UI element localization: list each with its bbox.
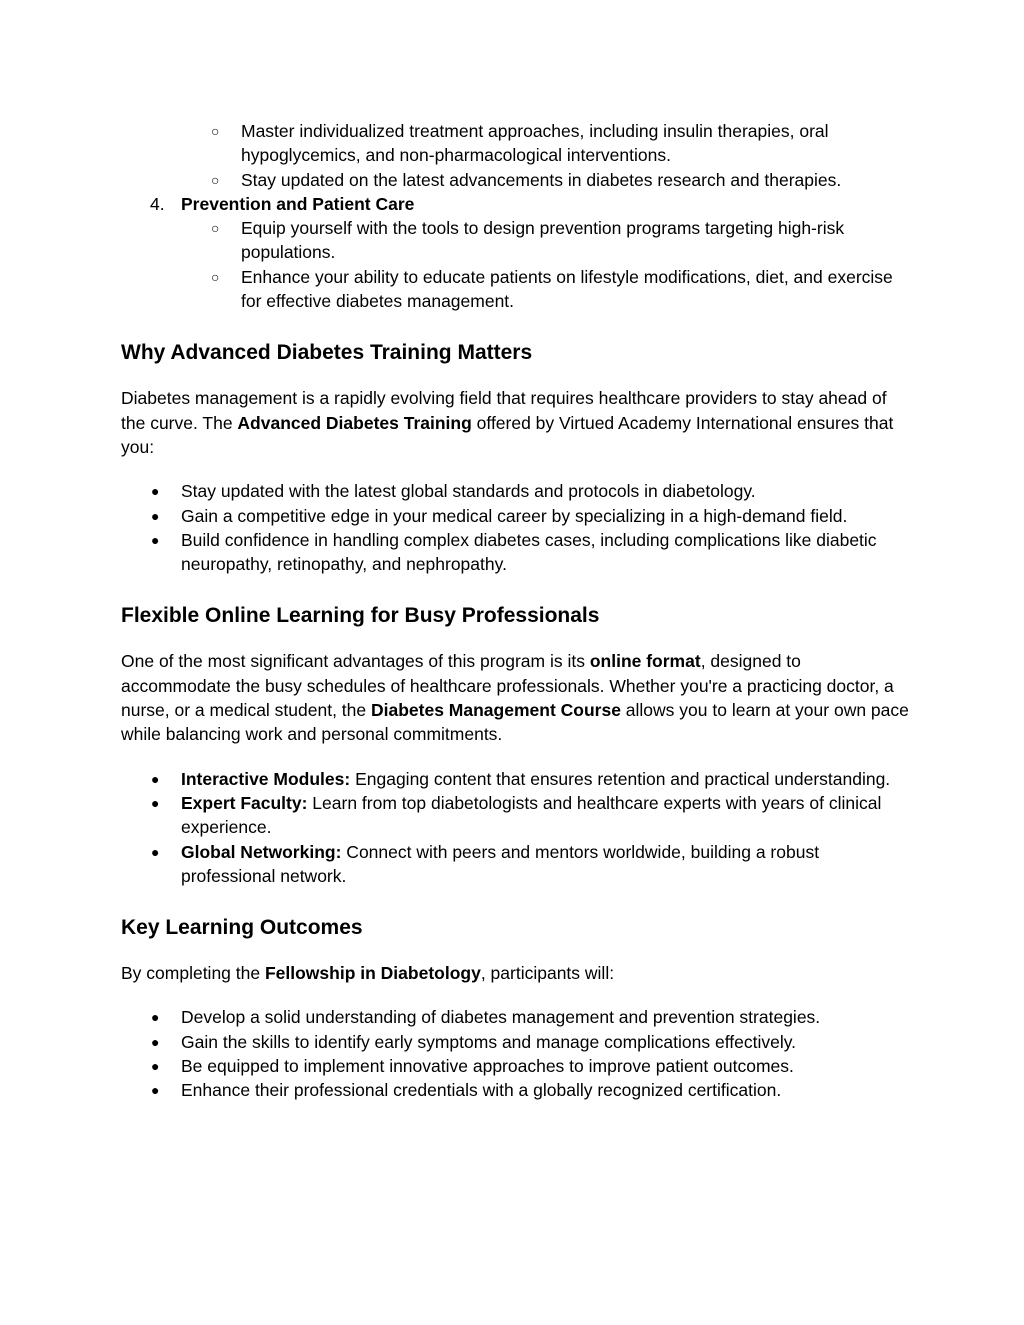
list-item-text: Master individualized treatment approaches, including insulin therapies, oral hypoglycemics, and non-pharmacological interventions. bbox=[241, 121, 829, 166]
list-item-text: Enhance their professional credentials with a globally recognized certification. bbox=[181, 1080, 782, 1101]
section-paragraph bbox=[121, 961, 911, 985]
hollow-bullet-icon: ○ bbox=[211, 123, 220, 139]
list-item bbox=[121, 767, 911, 791]
list-item-label: Interactive Modules: bbox=[181, 768, 351, 789]
paragraph-text: , participants will: bbox=[480, 963, 615, 984]
bullet-icon: ● bbox=[151, 1009, 160, 1026]
section-heading-why: Why Advanced Diabetes Training Matters bbox=[121, 341, 533, 365]
section-heading-flexible: Flexible Online Learning for Busy Professionals bbox=[121, 604, 600, 628]
list-item-text: Stay updated on the latest advancements in diabetes research and therapies. bbox=[241, 169, 842, 190]
paragraph-bold-text: Advanced Diabetes Training bbox=[237, 412, 472, 433]
bullet-icon: ● bbox=[151, 843, 160, 860]
section-heading-outcomes: Key Learning Outcomes bbox=[121, 916, 363, 940]
sub-list-b bbox=[121, 216, 911, 313]
list-item bbox=[121, 528, 911, 577]
bullet-icon: ● bbox=[151, 1058, 160, 1075]
bullet-list-why bbox=[121, 479, 911, 576]
list-item bbox=[121, 479, 911, 503]
list-item bbox=[121, 216, 911, 265]
hollow-bullet-icon: ○ bbox=[211, 220, 220, 237]
section-paragraph bbox=[121, 386, 911, 459]
paragraph-text: , designed to accommodate the busy schedules of healthcare professionals. Whether you're a practicing doctor, a nurse, or a medical student, the bbox=[121, 651, 894, 721]
paragraph-text: One of the most significant advantages of this program is its bbox=[121, 651, 590, 672]
bullet-icon: ● bbox=[151, 794, 160, 811]
bullet-icon: ● bbox=[151, 1033, 160, 1050]
list-item bbox=[121, 791, 911, 840]
paragraph-text: allows you to learn at your own pace while balancing work and personal commitments. bbox=[121, 700, 909, 745]
list-item bbox=[121, 168, 911, 192]
list-item-text: Develop a solid understanding of diabetes management and prevention strategies. bbox=[181, 1007, 821, 1028]
list-item bbox=[121, 119, 911, 168]
list-item bbox=[121, 1030, 911, 1054]
paragraph-bold-text: Fellowship in Diabetology bbox=[264, 963, 481, 984]
paragraph-bold-text: Diabetes Management Course bbox=[371, 700, 621, 721]
list-item-text: Learn from top diabetologists and healthcare experts with years of clinical experience. bbox=[181, 792, 882, 838]
numbered-item bbox=[121, 192, 911, 216]
bullet-icon: ● bbox=[151, 507, 160, 524]
list-item bbox=[121, 1054, 911, 1078]
hollow-bullet-icon: ○ bbox=[211, 171, 220, 188]
list-item-text: Engaging content that ensures retention and practical understanding. bbox=[350, 768, 891, 789]
list-item-text: Be equipped to implement innovative approaches to improve patient outcomes. bbox=[181, 1056, 794, 1077]
sub-list-a bbox=[121, 119, 911, 192]
list-item-text: Equip yourself with the tools to design prevention programs targeting high-risk populations. bbox=[241, 218, 845, 263]
paragraph-text: By completing the bbox=[121, 963, 265, 984]
list-item bbox=[121, 1078, 911, 1102]
paragraph-text: offered by Virtued Academy International ensures that you: bbox=[121, 412, 894, 457]
list-item-text: Build confidence in handling complex diabetes cases, including complications like diabetic neuropathy, retinopathy, and nephropathy. bbox=[181, 529, 877, 575]
section-paragraph bbox=[121, 649, 911, 746]
list-number: 4. bbox=[150, 193, 165, 214]
paragraph-bold-text: online format bbox=[589, 651, 701, 672]
list-item-text: Enhance your ability to educate patients on lifestyle modifications, diet, and exercise for effective diabetes management. bbox=[241, 266, 893, 312]
bullet-icon: ● bbox=[151, 531, 160, 548]
list-item-label: Expert Faculty: bbox=[181, 792, 308, 813]
list-item bbox=[121, 265, 911, 314]
bullet-icon: ● bbox=[151, 770, 160, 787]
paragraph-text: Diabetes management is a rapidly evolving field that requires healthcare providers to stay ahead of the curve. The bbox=[121, 388, 887, 433]
list-item-text: Gain the skills to identify early symptoms and manage complications effectively. bbox=[181, 1031, 797, 1052]
bullet-icon: ● bbox=[151, 483, 160, 500]
document-page bbox=[121, 119, 911, 1103]
list-item-text: Gain a competitive edge in your medical career by specializing in a high-demand field. bbox=[181, 505, 848, 526]
list-item bbox=[121, 840, 911, 889]
list-item bbox=[121, 1005, 911, 1029]
bullet-icon: ● bbox=[151, 1082, 160, 1099]
list-item bbox=[121, 504, 911, 528]
numbered-item-title: Prevention and Patient Care bbox=[181, 193, 415, 214]
bullet-list-flexible bbox=[121, 767, 911, 888]
list-item-text: Connect with peers and mentors worldwide, building a robust professional network. bbox=[181, 841, 820, 886]
list-item-text: Stay updated with the latest global standards and protocols in diabetology. bbox=[181, 481, 756, 502]
bullet-list-outcomes bbox=[121, 1005, 911, 1102]
hollow-bullet-icon: ○ bbox=[211, 268, 220, 285]
list-item-label: Global Networking: bbox=[181, 841, 342, 862]
